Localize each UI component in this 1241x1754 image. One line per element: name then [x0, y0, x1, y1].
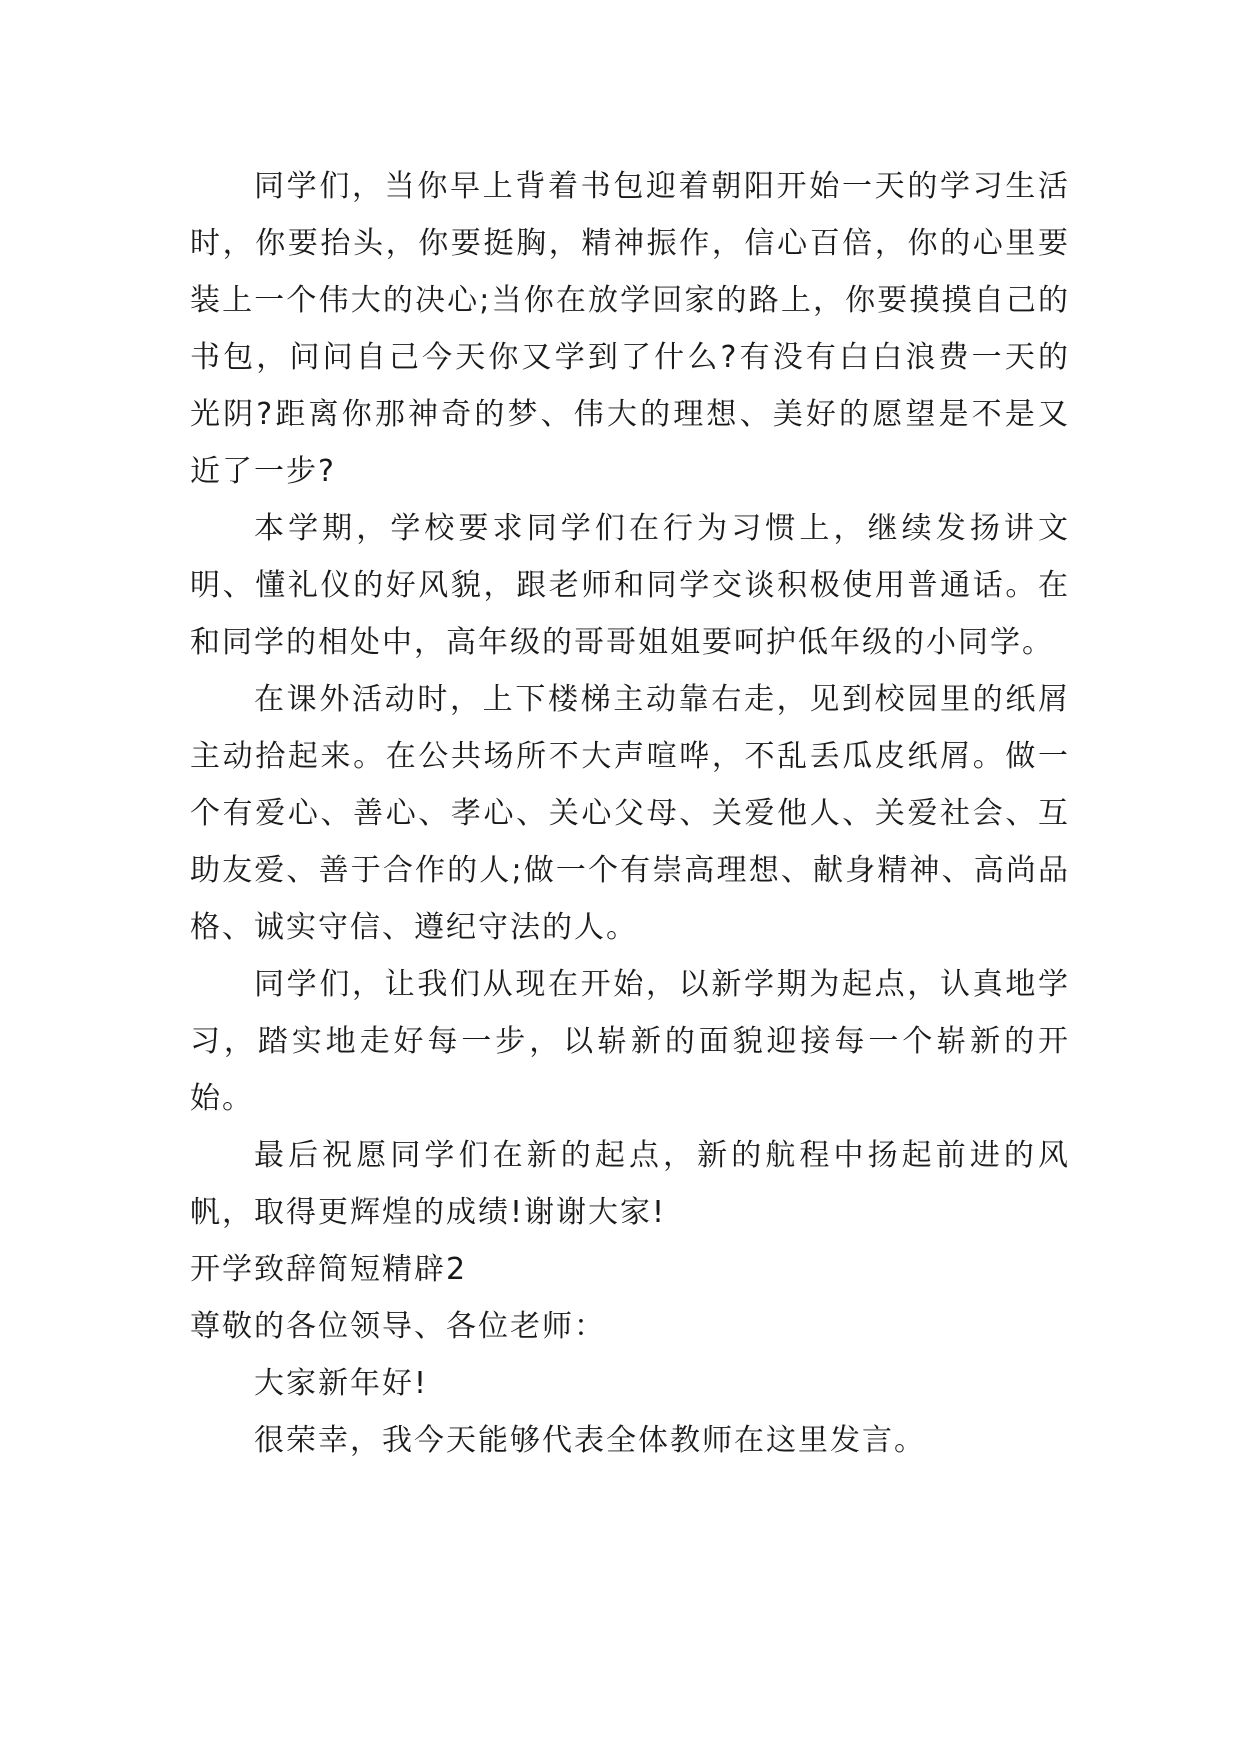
paragraph: 最后祝愿同学们在新的起点，新的航程中扬起前进的风帆，取得更辉煌的成绩!谢谢大家! — [190, 1138, 1070, 1230]
paragraph: 同学们，让我们从现在开始，以新学期为起点，认真地学习，踏实地走好每一步，以崭新的面貌迎接每一个崭新的开始。 — [190, 967, 1070, 1116]
paragraph: 在课外活动时，上下楼梯主动靠右走，见到校园里的纸屑主动拾起来。在公共场所不大声喧哗，不乱丢瓜皮纸屑。做一个有爱心、善心、孝心、关心父母、关爱他人、关爱社会、互助友爱、善于合作的人;做一个有崇高理想、献身精神、高尚品格、诚实守信、遵纪守法的人。 — [190, 682, 1070, 945]
paragraph: 很荣幸，我今天能够代表全体教师在这里发言。 — [254, 1423, 926, 1458]
paragraph: 同学们，当你早上背着书包迎着朝阳开始一天的学习生活时，你要抬头，你要挺胸，精神振作，信心百倍，你的心里要装上一个伟大的决心;当你在放学回家的路上，你要摸摸自己的书包，问问自己今天你又学到了什么?有没有白白浪费一天的光阴?距离你那神奇的梦、伟大的理想、美好的愿望是不是又近了一步? — [190, 169, 1070, 489]
greeting: 大家新年好! — [254, 1366, 429, 1401]
salutation: 尊敬的各位领导、各位老师： — [190, 1309, 606, 1344]
paragraph: 本学期，学校要求同学们在行为习惯上，继续发扬讲文明、懂礼仪的好风貌，跟老师和同学交谈积极使用普通话。在和同学的相处中，高年级的哥哥姐姐要呵护低年级的小同学。 — [190, 511, 1070, 660]
document-body — [190, 158, 1070, 1469]
section-heading: 开学致辞简短精辟2 — [190, 1252, 468, 1287]
